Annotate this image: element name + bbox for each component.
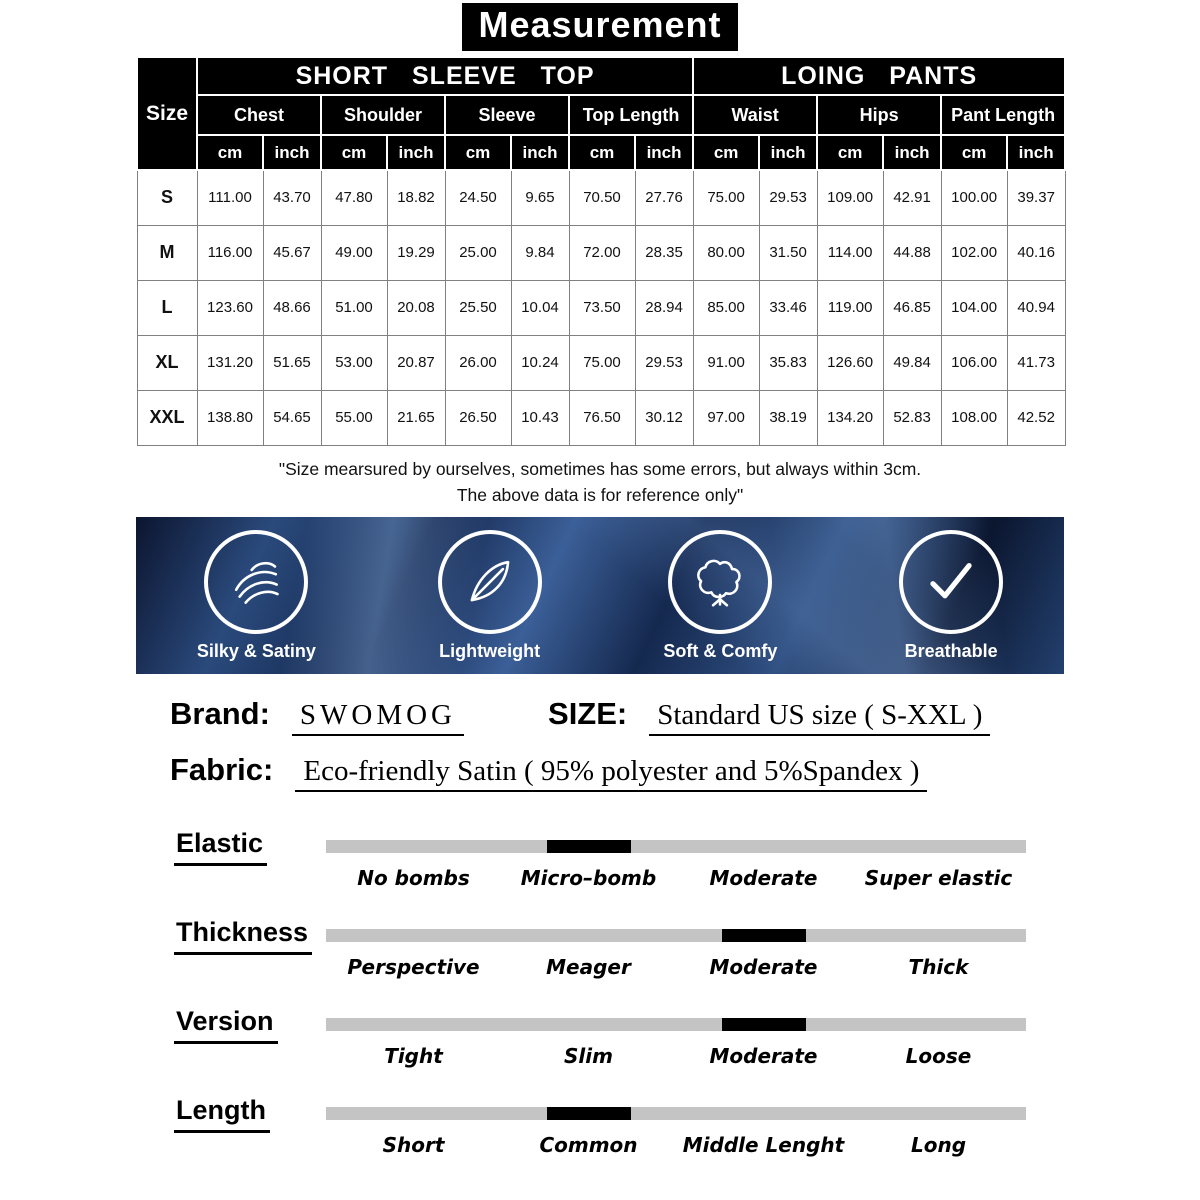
group-header-pants: LOING PANTS — [693, 57, 1065, 95]
measurement-value: 75.00 — [693, 170, 759, 225]
attribute-option-label: Moderate — [709, 1044, 818, 1068]
measurement-value: 28.35 — [635, 225, 693, 280]
size-cell: L — [137, 280, 197, 335]
measurement-table — [136, 56, 1066, 446]
measurement-value: 75.00 — [569, 335, 635, 390]
attribute-level-marker — [722, 929, 806, 942]
attribute-head — [174, 826, 326, 890]
attribute-option-labels — [326, 1044, 1026, 1068]
measurement-value: 40.94 — [1007, 280, 1065, 335]
attribute-option-label: Short — [382, 1133, 445, 1157]
size-cell: S — [137, 170, 197, 225]
attribute-option-label: Moderate — [709, 955, 818, 979]
attribute-option-label: Micro–bomb — [520, 866, 657, 890]
measurement-value: 45.67 — [263, 225, 321, 280]
measurement-value: 51.65 — [263, 335, 321, 390]
measurement-value: 44.88 — [883, 225, 941, 280]
measurement-value: 29.53 — [759, 170, 817, 225]
measurement-value: 72.00 — [569, 225, 635, 280]
fabric-features-banner — [136, 517, 1064, 674]
content — [136, 0, 1064, 1157]
column-header-row — [137, 95, 1065, 135]
attribute-head — [174, 1093, 326, 1157]
attribute-option-label: Tight — [384, 1044, 443, 1068]
measurement-value: 48.66 — [263, 280, 321, 335]
attribute-option-label: Middle Lenght — [682, 1133, 845, 1157]
unit-header-inch: inch — [883, 135, 941, 170]
feature-label: Silky & Satiny — [196, 640, 316, 661]
measurement-value: 42.91 — [883, 170, 941, 225]
attribute-body — [326, 1093, 1026, 1157]
group-header-top: SHORT SLEEVE TOP — [197, 57, 693, 95]
attribute-option-labels — [326, 866, 1026, 890]
attribute-option-label: No bombs — [357, 866, 470, 890]
unit-header-inch: inch — [759, 135, 817, 170]
column-header-sleeve: Sleeve — [445, 95, 569, 135]
attribute-scale-bar — [326, 1107, 1026, 1120]
measurement-value: 100.00 — [941, 170, 1007, 225]
unit-header-cm: cm — [569, 135, 635, 170]
unit-header-inch: inch — [263, 135, 321, 170]
measurement-value: 21.65 — [387, 390, 445, 445]
measurement-value: 18.82 — [387, 170, 445, 225]
measurement-value: 131.20 — [197, 335, 263, 390]
silk-hand-icon — [204, 530, 308, 634]
attribute-body — [326, 915, 1026, 979]
measurement-value: 126.60 — [817, 335, 883, 390]
measurement-value: 20.87 — [387, 335, 445, 390]
measurement-value: 24.50 — [445, 170, 511, 225]
page-title — [136, 3, 1064, 51]
brand-value: SWOMOG — [292, 699, 464, 736]
size-row-m — [137, 225, 1065, 280]
measurement-value: 10.24 — [511, 335, 569, 390]
attribute-scale-bar — [326, 840, 1026, 853]
attribute-option-label: Slim — [564, 1044, 613, 1068]
size-cell: XXL — [137, 390, 197, 445]
measurement-value: 111.00 — [197, 170, 263, 225]
size-value: Standard US size ( S-XXL ) — [649, 699, 990, 736]
size-row-s — [137, 170, 1065, 225]
fabric-row — [170, 752, 1064, 792]
size-cell: M — [137, 225, 197, 280]
measurement-table-body — [137, 170, 1065, 445]
attribute-row-elastic — [174, 826, 1026, 890]
measurement-value: 80.00 — [693, 225, 759, 280]
attribute-row-length — [174, 1093, 1026, 1157]
measurement-value: 33.46 — [759, 280, 817, 335]
measurement-value: 51.00 — [321, 280, 387, 335]
unit-header-cm: cm — [445, 135, 511, 170]
attribute-head — [174, 915, 326, 979]
column-header-waist: Waist — [693, 95, 817, 135]
measurement-value: 31.50 — [759, 225, 817, 280]
attribute-name-label: Elastic — [174, 828, 267, 866]
attribute-scale-bar — [326, 1018, 1026, 1031]
measurement-value: 26.00 — [445, 335, 511, 390]
measurement-value: 41.73 — [1007, 335, 1065, 390]
measurement-value: 134.20 — [817, 390, 883, 445]
attribute-row-thickness — [174, 915, 1026, 979]
measurement-value: 97.00 — [693, 390, 759, 445]
attribute-scales — [136, 826, 1026, 1157]
column-header-hips: Hips — [817, 95, 941, 135]
cotton-icon — [668, 530, 772, 634]
feature-label: Breathable — [904, 640, 998, 661]
unit-header-inch: inch — [511, 135, 569, 170]
size-column-header: Size — [137, 57, 197, 170]
measurement-value: 28.94 — [635, 280, 693, 335]
column-header-chest: Chest — [197, 95, 321, 135]
measurement-value: 30.12 — [635, 390, 693, 445]
unit-header-row — [137, 135, 1065, 170]
measurement-value: 138.80 — [197, 390, 263, 445]
measurement-value: 9.84 — [511, 225, 569, 280]
measurement-value: 85.00 — [693, 280, 759, 335]
measurement-value: 73.50 — [569, 280, 635, 335]
size-row-l — [137, 280, 1065, 335]
measurement-value: 47.80 — [321, 170, 387, 225]
size-label: SIZE: — [548, 696, 628, 731]
measurement-value: 20.08 — [387, 280, 445, 335]
attribute-name-label: Version — [174, 1006, 278, 1044]
measurement-value: 43.70 — [263, 170, 321, 225]
note-line-2: The above data is for reference only" — [456, 484, 744, 505]
brand-size-row — [170, 696, 1064, 736]
attribute-name-label: Thickness — [174, 917, 312, 955]
measurement-value: 25.50 — [445, 280, 511, 335]
measurement-value: 109.00 — [817, 170, 883, 225]
attribute-option-labels — [326, 1133, 1026, 1157]
attribute-option-label: Perspective — [347, 955, 480, 979]
attribute-body — [326, 1004, 1026, 1068]
feature-silky-satiny — [197, 530, 316, 662]
measurement-value: 116.00 — [197, 225, 263, 280]
unit-header-inch: inch — [387, 135, 445, 170]
unit-header-inch: inch — [635, 135, 693, 170]
measurement-value: 25.00 — [445, 225, 511, 280]
column-header-shoulder: Shoulder — [321, 95, 445, 135]
measurement-value: 29.53 — [635, 335, 693, 390]
feature-lightweight — [438, 530, 542, 662]
note-line-1: "Size mearsured by ourselves, sometimes has some errors, but always within 3cm. — [278, 458, 922, 479]
measurement-value: 108.00 — [941, 390, 1007, 445]
measurement-value: 106.00 — [941, 335, 1007, 390]
fabric-label: Fabric: — [170, 752, 274, 787]
measurement-value: 9.65 — [511, 170, 569, 225]
measurement-value: 46.85 — [883, 280, 941, 335]
measurement-value: 10.43 — [511, 390, 569, 445]
measurement-note — [136, 456, 1064, 509]
attribute-option-label: Moderate — [709, 866, 818, 890]
measurement-value: 38.19 — [759, 390, 817, 445]
size-row-xl — [137, 335, 1065, 390]
measurement-value: 55.00 — [321, 390, 387, 445]
attribute-level-marker — [722, 1018, 806, 1031]
unit-header-cm: cm — [941, 135, 1007, 170]
attribute-option-label: Long — [910, 1133, 967, 1157]
fabric-value: Eco-friendly Satin ( 95% polyester and 5%Spandex ) — [295, 755, 927, 792]
measurement-value: 53.00 — [321, 335, 387, 390]
size-cell: XL — [137, 335, 197, 390]
attribute-name-label: Length — [174, 1095, 270, 1133]
unit-header-cm: cm — [321, 135, 387, 170]
attribute-level-marker — [547, 840, 631, 853]
measurement-value: 104.00 — [941, 280, 1007, 335]
feather-icon — [438, 530, 542, 634]
measurement-value: 52.83 — [883, 390, 941, 445]
unit-header-cm: cm — [693, 135, 759, 170]
attribute-row-version — [174, 1004, 1026, 1068]
measurement-value: 40.16 — [1007, 225, 1065, 280]
attribute-scale-bar — [326, 929, 1026, 942]
group-header-row — [137, 57, 1065, 95]
measurement-value: 91.00 — [693, 335, 759, 390]
measurement-value: 10.04 — [511, 280, 569, 335]
unit-header-cm: cm — [817, 135, 883, 170]
measurement-value: 76.50 — [569, 390, 635, 445]
feature-breathable — [899, 530, 1003, 662]
brand-label: Brand: — [170, 696, 270, 731]
attribute-option-label: Thick — [908, 955, 969, 979]
checkmark-icon — [899, 530, 1003, 634]
measurement-value: 49.84 — [883, 335, 941, 390]
measurement-value: 49.00 — [321, 225, 387, 280]
column-header-top-length: Top Length — [569, 95, 693, 135]
page-title-text: Measurement — [462, 3, 737, 51]
attribute-option-label: Super elastic — [864, 866, 1013, 890]
attribute-body — [326, 826, 1026, 890]
feature-label: Soft & Comfy — [663, 640, 778, 661]
attribute-head — [174, 1004, 326, 1068]
measurement-value: 42.52 — [1007, 390, 1065, 445]
size-row-xxl — [137, 390, 1065, 445]
attribute-option-label: Meager — [546, 955, 631, 979]
measurement-value: 114.00 — [817, 225, 883, 280]
feature-label: Lightweight — [439, 640, 541, 661]
measurement-value: 27.76 — [635, 170, 693, 225]
feature-soft-comfy — [663, 530, 777, 662]
product-info — [136, 696, 1064, 792]
measurement-value: 39.37 — [1007, 170, 1065, 225]
attribute-option-labels — [326, 955, 1026, 979]
measurement-value: 26.50 — [445, 390, 511, 445]
measurement-value: 54.65 — [263, 390, 321, 445]
column-header-pant-length: Pant Length — [941, 95, 1065, 135]
attribute-level-marker — [547, 1107, 631, 1120]
measurement-value: 123.60 — [197, 280, 263, 335]
unit-header-inch: inch — [1007, 135, 1065, 170]
measurement-value: 119.00 — [817, 280, 883, 335]
measurement-value: 19.29 — [387, 225, 445, 280]
measurement-value: 70.50 — [569, 170, 635, 225]
measurement-value: 102.00 — [941, 225, 1007, 280]
measurement-value: 35.83 — [759, 335, 817, 390]
unit-header-cm: cm — [197, 135, 263, 170]
attribute-option-label: Loose — [905, 1044, 972, 1068]
attribute-option-label: Common — [539, 1133, 638, 1157]
